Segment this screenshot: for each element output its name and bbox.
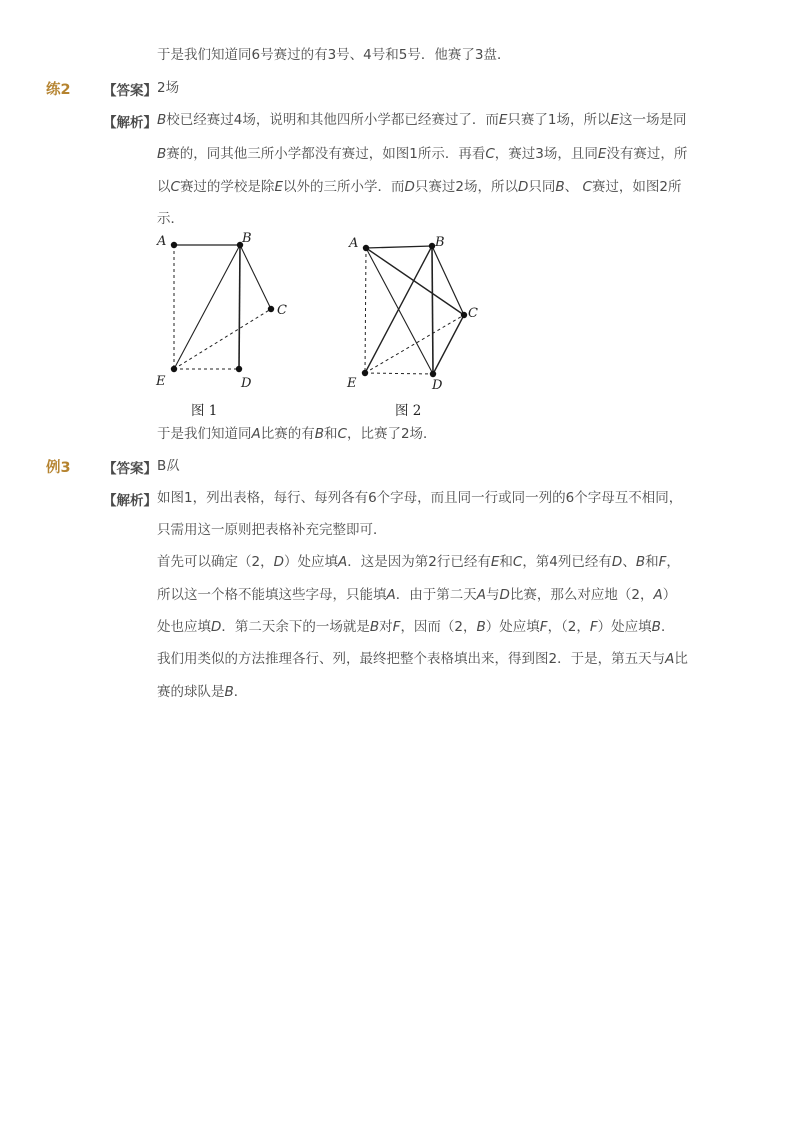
math-variable: F (589, 619, 598, 635)
fig2-edge-AD (366, 248, 433, 374)
ex2-answer: 2场 (157, 80, 180, 96)
ex3-analysis-line-3 (157, 553, 680, 571)
fig1-edge-BC (240, 245, 271, 309)
fig1-label-D: D (241, 376, 252, 391)
ex3-analysis-tag: 【解析】 (103, 493, 157, 509)
fig1-label-B: B (242, 231, 252, 246)
math-variable: F (658, 554, 667, 570)
fig2-label-B: B (435, 235, 445, 250)
ex3-answer-tag: 【答案】 (103, 461, 157, 477)
ex3-analysis-line-6 (157, 650, 688, 668)
math-variable: F (392, 619, 401, 635)
text-segment: 没有赛过，所 (606, 146, 688, 162)
ex3-analysis-line-2 (157, 521, 387, 539)
text-segment: ）处应填 (597, 619, 652, 635)
fig1-dashed-EC (174, 309, 271, 369)
math-variable: C (337, 426, 347, 442)
text-segment: 与 (486, 587, 500, 603)
math-variable: B (369, 619, 380, 635)
math-variable: B (224, 684, 234, 700)
math-variable: C (485, 146, 495, 162)
text-segment: 只需用这一原则把表格补充完整即可． (157, 522, 387, 538)
fig1-label-E: E (156, 374, 166, 389)
fig1-point-C (268, 306, 274, 312)
math-variable: D (611, 554, 623, 570)
math-variable: 队 (166, 458, 180, 474)
fig2-edge-AB (366, 246, 432, 248)
text-segment: 赛的球队是 (157, 684, 225, 700)
math-variable: B (314, 426, 325, 442)
math-variable: A (476, 587, 486, 603)
text-segment: 只赛过2场，所以 (414, 179, 518, 195)
ex2-conclusion (157, 425, 437, 443)
top-line: 于是我们知道同6号赛过的有3号、4号和5号．他赛了3盘． (157, 47, 511, 63)
fig1-point-E (171, 366, 177, 372)
fig1-edge-BE (174, 245, 240, 369)
text-segment: 以 (157, 179, 171, 195)
math-variable: A (653, 587, 663, 603)
text-segment: 只同 (528, 179, 556, 195)
text-segment: ，第4列已经有 (522, 554, 612, 570)
text-segment: 比赛，那么对应地（2， (509, 587, 654, 603)
math-variable: E (498, 112, 508, 128)
text-segment: ． (233, 684, 248, 700)
ex2-answer-tag: 【答案】 (103, 83, 157, 99)
fig1-edge-BD (239, 245, 240, 369)
math-variable: D (517, 179, 529, 195)
math-variable: E (597, 146, 607, 162)
fig2-label-C: C (468, 306, 478, 321)
math-variable: B (157, 146, 167, 162)
fig2-point-C (461, 312, 467, 318)
fig2-label-D: D (432, 378, 443, 393)
text-segment: 和 (324, 426, 338, 442)
fig2-label-E: E (347, 376, 357, 391)
fig2-dashed-ED (365, 373, 433, 374)
text-segment: 和 (645, 554, 659, 570)
math-variable: E (490, 554, 500, 570)
text-segment: 如图1，列出表格，每行、每列各有6个字母，而且同一行或同一列的6个字母互不相同， (157, 490, 683, 506)
ex3-analysis-line-1 (157, 489, 682, 507)
text-segment: ， (666, 554, 680, 570)
text-segment: 首先可以确定（2， (157, 554, 274, 570)
text-segment: 我们用类似的方法推理各行、列，最终把整个表格填出来，得到图2．于是，第五天与 (157, 651, 666, 667)
text-segment: 示． (157, 211, 184, 227)
text-segment: 只赛了1场，所以 (507, 112, 611, 128)
text-segment: ．由于第二天 (395, 587, 477, 603)
fig2-caption: 图 2 (395, 403, 422, 419)
math-variable: D (273, 554, 284, 570)
text-segment: ）处应填 (284, 554, 338, 570)
text-segment: 以外的三所小学．而 (282, 179, 405, 195)
ex2-analysis-line-3 (157, 178, 681, 196)
text-segment: ，比赛了2场． (346, 426, 437, 442)
text-segment: 比 (674, 651, 688, 667)
math-variable: A (386, 587, 396, 603)
ex2-analysis-line-4 (157, 210, 184, 228)
math-variable: C (170, 179, 180, 195)
math-variable: E (274, 179, 283, 195)
ex2-analysis-tag: 【解析】 (103, 115, 157, 131)
text-segment: 处也应填 (157, 619, 211, 635)
ex2-analysis-line-1 (157, 111, 687, 129)
ex3-analysis-line-5 (157, 618, 674, 636)
math-variable: B (157, 112, 167, 128)
ex3-analysis-line-7 (157, 683, 247, 701)
example-3-label: 例3 (46, 460, 71, 476)
text-segment: ． (660, 619, 675, 635)
fig1-label-C: C (277, 303, 287, 318)
text-segment: 对 (379, 619, 393, 635)
fig1-point-D (236, 366, 242, 372)
fig2-point-A (363, 245, 369, 251)
math-variable: D (499, 587, 510, 603)
text-segment: 这一场是同 (619, 112, 687, 128)
text-segment: 比赛的有 (260, 426, 315, 442)
math-variable: B (651, 619, 661, 635)
figure-2 (340, 228, 490, 393)
fig2-dashed-AE (365, 248, 366, 373)
text-segment: 校已经赛过4场，说明和其他四所小学都已经赛过了．而 (166, 112, 499, 128)
exercise-2-label: 练2 (46, 82, 71, 98)
fig2-label-A: A (349, 236, 359, 251)
math-variable: A (338, 554, 348, 570)
math-variable: A (665, 651, 675, 667)
fig2-edge-AC (366, 248, 464, 315)
math-variable: B (555, 179, 565, 195)
math-variable: F (539, 619, 548, 635)
ex2-analysis-line-2 (157, 145, 687, 163)
text-segment: 、 (564, 179, 583, 195)
text-segment: 和 (499, 554, 513, 570)
ex3-analysis-line-4 (157, 586, 676, 604)
math-variable: B (476, 619, 486, 635)
fig2-point-D (430, 371, 436, 377)
text-segment: ，因而（2， (400, 619, 477, 635)
text-segment: ．第二天余下的一场就是 (221, 619, 370, 635)
text-segment: 赛过，如图2所 (591, 179, 682, 195)
text-segment: ）处应填 (485, 619, 540, 635)
ex3-answer (157, 457, 180, 475)
text-segment: 于是我们知道同 (157, 426, 252, 442)
math-variable: C (582, 179, 592, 195)
text-segment: B (157, 458, 167, 474)
text-segment: ，赛过3场，且同 (494, 146, 598, 162)
figure-1 (150, 228, 300, 393)
math-variable: D (404, 179, 415, 195)
math-variable: E (610, 112, 620, 128)
text-segment: 赛过的学校是除 (179, 179, 275, 195)
fig1-caption: 图 1 (191, 403, 218, 419)
math-variable: C (512, 554, 523, 570)
fig2-point-E (362, 370, 368, 376)
text-segment: ，（2， (547, 619, 590, 635)
math-variable: B (635, 554, 646, 570)
text-segment: 、 (622, 554, 636, 570)
fig2-edge-BD (432, 246, 433, 374)
text-segment: 所以这一个格不能填这些字母，只能填 (157, 587, 387, 603)
fig1-point-A (171, 242, 177, 248)
fig1-label-A: A (157, 234, 167, 249)
text-segment: ．这是因为第2行已经有 (347, 554, 491, 570)
text-segment: 赛的，同其他三所小学都没有赛过，如图1所示．再看 (166, 146, 486, 162)
math-variable: D (211, 619, 222, 635)
math-variable: A (251, 426, 261, 442)
text-segment: ） (662, 587, 677, 603)
